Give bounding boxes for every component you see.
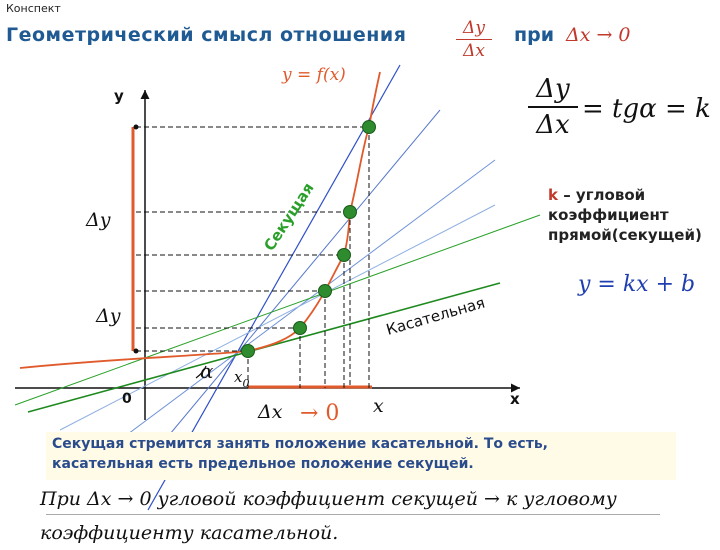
slope-formula-denominator: Δx [536,110,570,140]
x0-main: x [234,368,243,386]
conclusion-line-1: При Δx → 0 угловой коэффициент секущей → к угловому [40,488,617,510]
secant-label: Секущая [260,179,318,255]
arrow-zero-label: → 0 [300,401,340,426]
tangent-point [242,345,255,358]
curve-point-5 [294,322,307,335]
function-label: y = f(x) [282,65,346,85]
callout-text [52,434,672,474]
callout-box [46,432,676,480]
delta-y-label-1: Δy [86,209,111,231]
x0-subscript: 0 [242,377,250,390]
title-fraction-numerator: Δy [463,18,485,38]
x-axis-label: x [510,390,520,408]
page-title: Геометрический смысл отношения [6,24,407,46]
curve-point-4 [319,285,332,298]
slope-formula-numerator: Δy [536,74,570,104]
curve-point-2 [344,206,357,219]
line-equation: y = kx + b [578,272,696,297]
conclusion-rule-1 [46,514,660,515]
alpha-label: α [200,359,214,383]
curve-point-3 [338,249,351,262]
slope-formula-fraction [528,74,578,140]
secant-line-2 [140,110,440,470]
tangent-label: Касательная [384,293,487,339]
curve-point-1 [363,121,376,134]
slope-formula-rest: = tgα = k [582,94,711,124]
delta-x-label: Δx [258,401,283,423]
k-description-text: – угловой коэффициент прямой(секущей) [548,186,702,244]
k-description [548,185,718,245]
x-variable-label: x [373,395,384,417]
callout-line-1: Секущая стремится занять положение касательной. То есть, [52,436,548,452]
slope-formula-bar [528,106,578,108]
title-fraction-denominator: Δx [463,41,485,61]
function-curve [20,72,380,368]
y-axis-label: y [114,87,124,105]
conclusion-line-2: коэффициенту касательной. [40,522,339,544]
delta-y-label-2: Δy [96,305,121,327]
x0-label [234,368,249,390]
konspekt-label: Конспект [6,2,61,15]
k-symbol: k [548,186,558,204]
origin-label: 0 [122,391,132,407]
title-condition: Δx → 0 [566,24,631,46]
slope-formula [528,74,718,144]
callout-line-2: касательная есть предельное положение секущей. [52,456,474,472]
title-pri: при [514,24,555,46]
